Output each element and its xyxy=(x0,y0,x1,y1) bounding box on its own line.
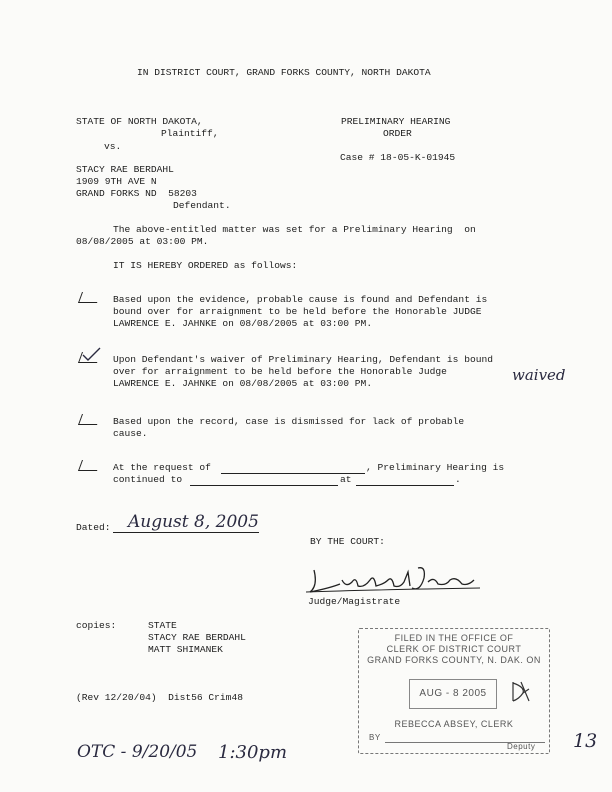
dated-label: Dated: xyxy=(76,522,111,533)
document-title-line1: PRELIMINARY HEARING xyxy=(341,116,451,127)
continuance-requester-field[interactable] xyxy=(221,463,365,474)
continuance-prefix: At the request of xyxy=(113,462,211,473)
stamp-by-label: BY xyxy=(369,733,381,742)
plaintiff-name: STATE OF NORTH DAKOTA, xyxy=(76,116,203,127)
document-title-line2: ORDER xyxy=(383,128,412,139)
stamp-clerk: REBECCA ABSEY, CLERK xyxy=(394,719,514,729)
handwritten-time: 1:30pm xyxy=(218,742,288,763)
continuance-date-field[interactable] xyxy=(190,475,338,486)
form-footer: (Rev 12/20/04) Dist56 Crim48 xyxy=(76,692,243,703)
option-2-line2: over for arraignment to be held before the Honorable Judge xyxy=(113,366,447,377)
stamp-line2: CLERK OF DISTRICT COURT xyxy=(386,644,522,654)
option-2-line3: LAWRENCE E. JAHNKE on 08/08/2005 at 03:00 PM. xyxy=(113,378,373,389)
copies-item-3: MATT SHIMANEK xyxy=(148,644,223,655)
continuance-line2-prefix: continued to xyxy=(113,474,183,485)
ordered-statement: IT IS HEREBY ORDERED as follows: xyxy=(113,260,298,271)
defendant-address-line1: 1909 9TH AVE N xyxy=(76,176,157,187)
continuance-mid: , Preliminary Hearing is xyxy=(366,462,505,473)
option-2-checkmark-icon xyxy=(80,346,104,362)
court-header: IN DISTRICT COURT, GRAND FORKS COUNTY, NORTH DAKOTA xyxy=(137,67,431,78)
option-3-line1: Based upon the record, case is dismissed for lack of probable xyxy=(113,416,465,427)
intro-line1: The above-entitled matter was set for a Preliminary Hearing on xyxy=(113,224,476,235)
continuance-time-field[interactable] xyxy=(356,475,454,486)
stamp-deputy: Deputy xyxy=(507,742,536,751)
copies-item-2: STACY RAE BERDAHL xyxy=(148,632,246,643)
continuance-period: . xyxy=(455,474,461,485)
handwritten-waived: waived xyxy=(512,366,566,384)
copies-item-1: STATE xyxy=(148,620,177,631)
copies-label: copies: xyxy=(76,620,117,631)
stamp-date: AUG - 8 2005 xyxy=(419,688,487,699)
plaintiff-role: Plaintiff, xyxy=(161,128,219,139)
stamp-line1: FILED IN THE OFFICE OF xyxy=(394,633,514,643)
by-the-court: BY THE COURT: xyxy=(310,536,385,547)
option-3-checkbox[interactable] xyxy=(78,414,101,425)
option-1-checkbox[interactable] xyxy=(78,292,101,303)
handwritten-otc-note: OTC - 9/20/05 xyxy=(77,742,198,762)
option-1-line3: LAWRENCE E. JAHNKE on 08/08/2005 at 03:00 PM. xyxy=(113,318,373,329)
continuance-at: at xyxy=(340,474,352,485)
stamp-line3: GRAND FORKS COUNTY, N. DAK. ON xyxy=(367,655,541,665)
defendant-address-line2: GRAND FORKS ND 58203 xyxy=(76,188,197,199)
defendant-role: Defendant. xyxy=(173,200,231,211)
signature-caption: Judge/Magistrate xyxy=(308,596,401,607)
option-2-line1: Upon Defendant's waiver of Preliminary Hearing, Defendant is bound xyxy=(113,354,493,365)
filed-stamp xyxy=(358,628,550,754)
option-1-line1: Based upon the evidence, probable cause is found and Defendant is xyxy=(113,294,488,305)
dated-handwritten-value: August 8, 2005 xyxy=(128,512,259,532)
option-4-checkbox[interactable] xyxy=(78,460,101,471)
stamp-date-box xyxy=(409,679,497,709)
case-number: Case # 18-05-K-01945 xyxy=(340,152,456,163)
defendant-name: STACY RAE BERDAHL xyxy=(76,164,174,175)
option-1-line2: bound over for arraignment to be held before the Honorable JUDGE xyxy=(113,306,482,317)
stamp-initials xyxy=(509,679,531,705)
handwritten-page-number: 13 xyxy=(573,730,598,752)
option-3-line2: cause. xyxy=(113,428,148,439)
intro-line2: 08/08/2005 at 03:00 PM. xyxy=(76,236,209,247)
versus: vs. xyxy=(104,141,122,152)
